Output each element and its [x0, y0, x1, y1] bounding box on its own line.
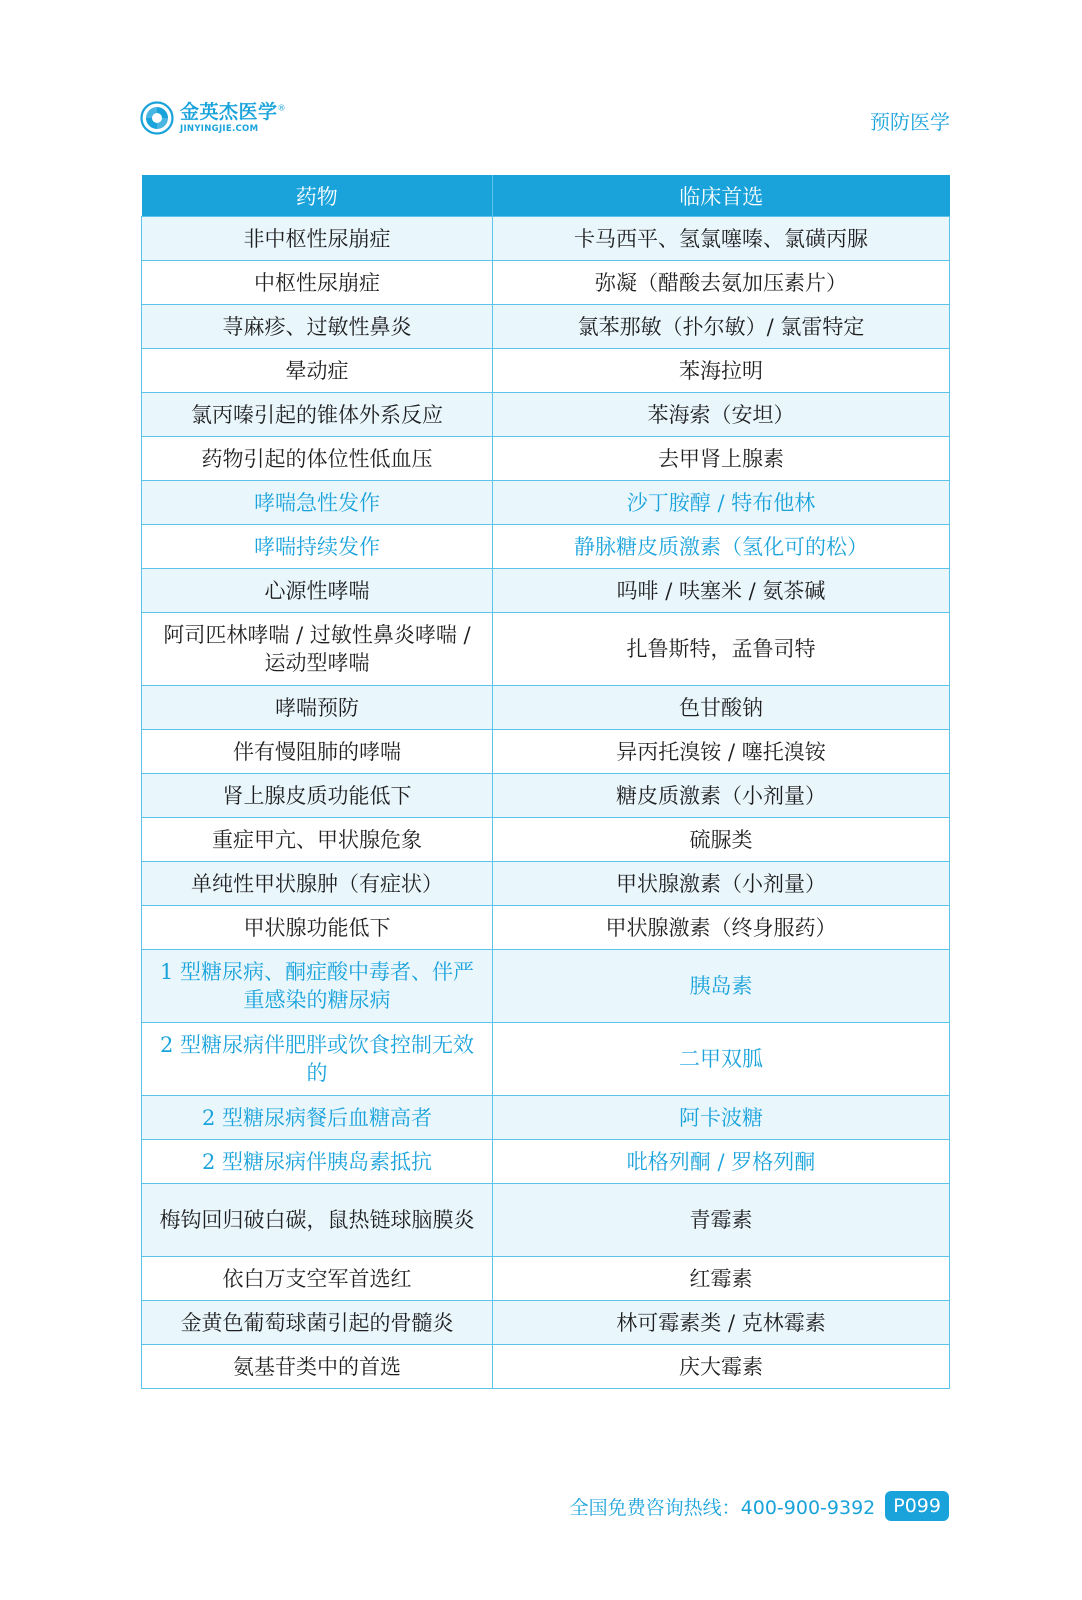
- drug-cell: 红霉素: [493, 1257, 950, 1301]
- table-row: [142, 1301, 950, 1345]
- drug-cell: 弥凝（醋酸去氨加压素片）: [493, 261, 950, 305]
- condition-cell: 中枢性尿崩症: [142, 261, 493, 305]
- drug-table: [141, 175, 949, 1389]
- drug-cell: 卡马西平、氢氯噻嗪、氯磺丙脲: [493, 217, 950, 261]
- drug-cell: 吡格列酮 / 罗格列酮: [493, 1140, 950, 1184]
- drug-cell: 异丙托溴铵 / 噻托溴铵: [493, 730, 950, 774]
- condition-cell: 2 型糖尿病餐后血糖高者: [142, 1096, 493, 1140]
- condition-cell: 晕动症: [142, 349, 493, 393]
- drug-cell: 去甲肾上腺素: [493, 437, 950, 481]
- table-row: [142, 950, 950, 1023]
- condition-cell: 哮喘预防: [142, 686, 493, 730]
- condition-cell: 甲状腺功能低下: [142, 906, 493, 950]
- drug-cell: 阿卡波糖: [493, 1096, 950, 1140]
- table-row: [142, 525, 950, 569]
- condition-cell: 重症甲亢、甲状腺危象: [142, 818, 493, 862]
- page-number-badge: P099: [885, 1491, 949, 1521]
- page-footer: [570, 1490, 949, 1522]
- drug-cell: 苯海索（安坦）: [493, 393, 950, 437]
- table-row: [142, 217, 950, 261]
- drug-cell: 氯苯那敏（扑尔敏）/ 氯雷特定: [493, 305, 950, 349]
- table-row: [142, 261, 950, 305]
- condition-cell: 哮喘持续发作: [142, 525, 493, 569]
- brand-logo: [140, 100, 286, 136]
- table-row: [142, 437, 950, 481]
- drug-cell: 二甲双胍: [493, 1023, 950, 1096]
- table-row: [142, 862, 950, 906]
- table-row: [142, 613, 950, 686]
- table-row: [142, 818, 950, 862]
- table-row: [142, 1140, 950, 1184]
- table-row: [142, 1184, 950, 1257]
- condition-cell: 心源性哮喘: [142, 569, 493, 613]
- drug-cell: 苯海拉明: [493, 349, 950, 393]
- table-row: [142, 349, 950, 393]
- condition-cell: 肾上腺皮质功能低下: [142, 774, 493, 818]
- table-row: [142, 569, 950, 613]
- condition-cell: 非中枢性尿崩症: [142, 217, 493, 261]
- drug-cell: 静脉糖皮质激素（氢化可的松）: [493, 525, 950, 569]
- table-row: [142, 481, 950, 525]
- drug-cell: 硫脲类: [493, 818, 950, 862]
- brand-domain: JINYINGJIE.COM: [180, 123, 259, 134]
- condition-cell: 伴有慢阻肺的哮喘: [142, 730, 493, 774]
- condition-cell: 氨基苷类中的首选: [142, 1345, 493, 1389]
- condition-cell: 1 型糖尿病、酮症酸中毒者、伴严重感染的糖尿病: [142, 950, 493, 1023]
- condition-cell: 药物引起的体位性低血压: [142, 437, 493, 481]
- table-row: [142, 774, 950, 818]
- drug-cell: 色甘酸钠: [493, 686, 950, 730]
- table-row: [142, 906, 950, 950]
- condition-cell: 阿司匹林哮喘 / 过敏性鼻炎哮喘 / 运动型哮喘: [142, 613, 493, 686]
- condition-cell: 哮喘急性发作: [142, 481, 493, 525]
- drug-cell: 甲状腺激素（终身服药）: [493, 906, 950, 950]
- page-header: [140, 96, 950, 140]
- drug-cell: 青霉素: [493, 1184, 950, 1257]
- condition-cell: 氯丙嗪引起的锥体外系反应: [142, 393, 493, 437]
- drug-cell: 庆大霉素: [493, 1345, 950, 1389]
- table-row: [142, 1345, 950, 1389]
- table-row: [142, 730, 950, 774]
- condition-cell: 依白万支空军首选红: [142, 1257, 493, 1301]
- table-row: [142, 1257, 950, 1301]
- table-row: [142, 686, 950, 730]
- table-header-row: [142, 175, 950, 217]
- table-row: [142, 305, 950, 349]
- condition-cell: 荨麻疹、过敏性鼻炎: [142, 305, 493, 349]
- drug-cell: 林可霉素类 / 克林霉素: [493, 1301, 950, 1345]
- condition-cell: 梅钩回归破白碳，鼠热链球脑膜炎: [142, 1184, 493, 1257]
- header-drug: 药物: [142, 175, 493, 217]
- hotline-text: 全国免费咨询热线：400-900-9392: [569, 1496, 876, 1519]
- condition-cell: 金黄色葡萄球菌引起的骨髓炎: [142, 1301, 493, 1345]
- condition-cell: 单纯性甲状腺肿（有症状）: [142, 862, 493, 906]
- table-row: [142, 1023, 950, 1096]
- drug-cell: 甲状腺激素（小剂量）: [493, 862, 950, 906]
- drug-cell: 胰岛素: [493, 950, 950, 1023]
- swirl-logo-icon: [140, 101, 174, 135]
- condition-cell: 2 型糖尿病伴肥胖或饮食控制无效的: [142, 1023, 493, 1096]
- table-row: [142, 393, 950, 437]
- drug-cell: 沙丁胺醇 / 特布他林: [493, 481, 950, 525]
- condition-cell: 2 型糖尿病伴胰岛素抵抗: [142, 1140, 493, 1184]
- brand-name-cn: 金英杰医学®: [180, 100, 287, 123]
- drug-cell: 糖皮质激素（小剂量）: [493, 774, 950, 818]
- drug-cell: 扎鲁斯特，孟鲁司特: [493, 613, 950, 686]
- table-row: [142, 1096, 950, 1140]
- drug-cell: 吗啡 / 呋塞米 / 氨茶碱: [493, 569, 950, 613]
- header-first-choice: 临床首选: [493, 175, 950, 217]
- section-title: 预防医学: [870, 110, 950, 134]
